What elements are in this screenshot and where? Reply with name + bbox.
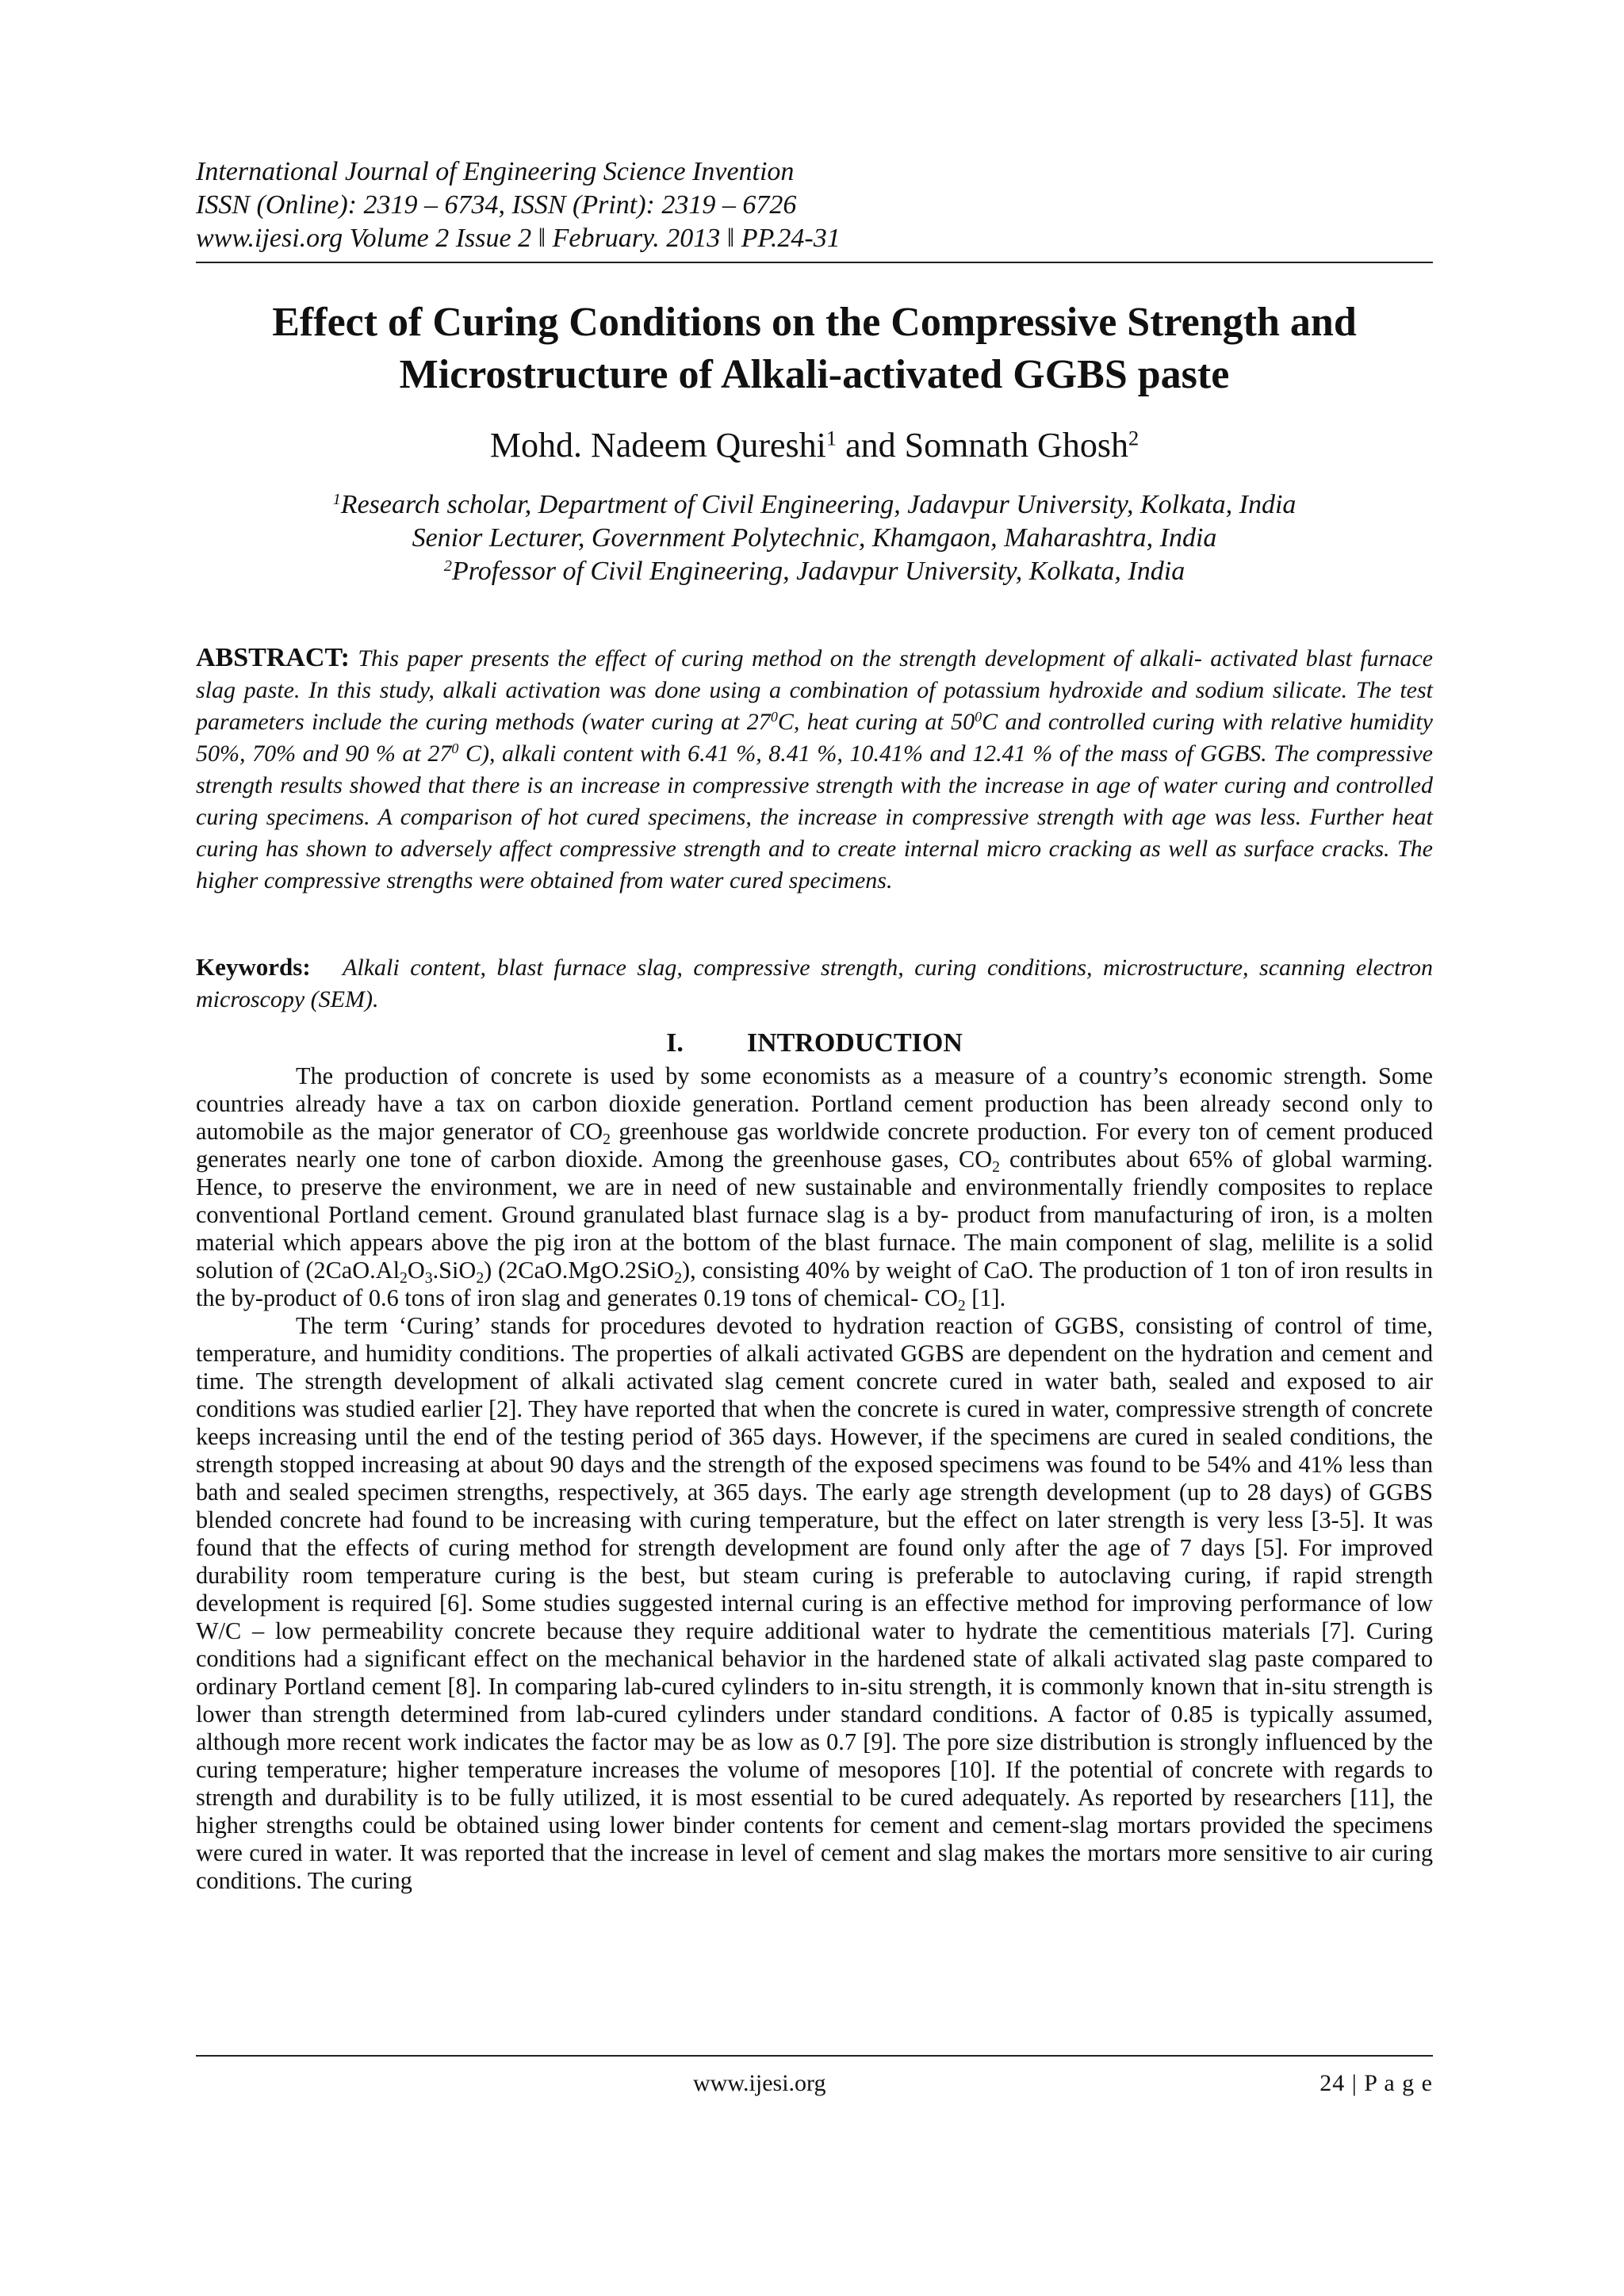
affiliation-2: $^2$Professor of Civil Engineering, Jadavpur University, Kolkata, India bbox=[443, 557, 1185, 586]
author-list bbox=[196, 423, 1433, 468]
author-affiliation-mark: 2 bbox=[1128, 426, 1139, 450]
footer-divider bbox=[196, 2055, 1433, 2057]
affiliation-mark: 2 bbox=[443, 557, 452, 575]
paragraph: The production of concrete is used by some economists as a measure of a country’s economic strength. Some countries already have a tax on carbon dioxide generation. Portland cement production has been already second only to automobile as the major generator of $CO_2$ greenhouse gas worldwide concrete production. For every ton of cement produced generates nearly one tone of carbon dioxide. Among the greenhouse gases, $CO_2$ contributes about 65% of global warming. Hence, to preserve the environment, we are in need of new sustainable and environmentally friendly composites to replace conventional Portland cement. Ground granulated blast furnace slag is a by- product from manufacturing of iron, is a molten material which appears above the pig iron at the bottom of the blast furnace. The main component of slag, melilite is a solid solution of $(2CaO.Al_2O_3.SiO_2)$ (2CaO.MgO.2SiO$_2$), consisting 40% by weight of CaO. The production of 1 ton of iron results in the by-product of 0.6 tons of iron slag and generates 0.19 tons of chemical- $CO_2$ [1]. bbox=[196, 1062, 1433, 1314]
author-name: Somnath Ghosh bbox=[904, 426, 1128, 465]
header-divider bbox=[196, 262, 1433, 263]
title-line-1: Effect of Curing Conditions on the Compressive Strength and bbox=[272, 300, 1357, 345]
section-heading bbox=[196, 1027, 1433, 1060]
journal-name: International Journal of Engineering Science Invention bbox=[196, 157, 795, 186]
footer-website: www.ijesi.org bbox=[693, 2070, 826, 2096]
introduction-body bbox=[196, 1062, 1433, 1895]
keywords-text: Alkali content, blast furnace slag, compressive strength, curing conditions, microstructure, scanning electron microscopy (SEM). bbox=[196, 955, 1434, 1012]
section-title: INTRODUCTION bbox=[746, 1028, 963, 1058]
journal-issue: www.ijesi.org Volume 2 Issue 2 ǁ February. 2013 ǁ PP.24-31 bbox=[196, 224, 841, 253]
affiliation-mark: 1 bbox=[332, 490, 341, 508]
author-name: Mohd. Nadeem Qureshi bbox=[489, 426, 826, 465]
keywords-label: Keywords: bbox=[196, 953, 311, 981]
paper-title bbox=[196, 297, 1433, 401]
author-conjunction: and bbox=[845, 426, 896, 465]
affiliation-1: $^1$Research scholar, Department of Civil Engineering, Jadavpur University, Kolkata, India bbox=[332, 490, 1297, 519]
keywords bbox=[196, 951, 1433, 1016]
paragraph: The term ‘Curing’ stands for procedures devoted to hydration reaction of GGBS, consisting of control of time, temperature, and humidity conditions. The properties of alkali activated GGBS are dependent on the hydration and cement and time. The strength development of alkali activated slag cement concrete cured in water bath, sealed and exposed to air conditions was studied earlier [2]. They have reported that when the concrete is cured in water, compressive strength of concrete keeps increasing until the end of the testing period of 365 days. However, if the specimens are cured in sealed conditions, the strength stopped increasing at about 90 days and the strength of the exposed specimens was found to be 54% and 41% less than bath and sealed specimen strengths, respectively, at 365 days. The early age strength development (up to 28 days) of GGBS blended concrete had found to be increasing with curing temperature, but the effect on later strength is very less [3-5]. It was found that the effects of curing method for strength development are found only after the age of 7 days [5]. For improved durability room temperature curing is the best, but steam curing is preferable to autoclaving curing, if rapid strength development is required [6]. Some studies suggested internal curing is an effective method for improving performance of low W/C – low permeability concrete because they require additional water to hydrate the cementitious materials [7]. Curing conditions had a significant effect on the mechanical behavior in the hardened state of alkali activated slag paste compared to ordinary Portland cement [8]. In comparing lab-cured cylinders to in-situ strength, it is commonly known that in-situ strength is lower than strength determined from lab-cured cylinders under standard conditions. A factor of 0.85 is typically assumed, although more recent work indicates the factor may be as low as 0.7 [9]. The pore size distribution is strongly influenced by the curing temperature; higher temperature increases the volume of mesopores [10]. If the potential of concrete with regards to strength and durability is to be fully utilized, it is most essential to be cured adequately. As reported by researchers [11], the higher strengths could be obtained using lower binder contents for cement and cement-slag mortars provided the specimens were cured in water. It was reported that the increase in level of cement and slag makes the mortars more sensitive to air curing conditions. The curing bbox=[196, 1312, 1433, 1894]
affiliation-1b: Senior Lecturer, Government Polytechnic, Khamgaon, Maharashtra, India bbox=[412, 523, 1217, 553]
title-line-2: Microstructure of Alkali-activated GGBS paste bbox=[399, 352, 1230, 397]
journal-header bbox=[196, 155, 1433, 255]
affiliations bbox=[196, 488, 1433, 588]
abstract-text: This paper presents the effect of curing method on the strength development of alkali- activated blast furnace slag paste. In this study, alkali activation was done using a combination of potassium hydroxide and sodium silicate. The test parameters include the curing methods (water curing at $27^0C$, heat curing at $50^0C$ and controlled curing with relative humidity 50%, 70% and 90 % at $27^0$ C), alkali content with 6.41 %, 8.41 %, 10.41% and 12.41 % of the mass of GGBS. The compressive strength results showed that there is an increase in compressive strength with the increase in age of water curing and controlled curing specimens. A comparison of hot cured specimens, the increase in compressive strength with age was less. Further heat curing has shown to adversely affect compressive strength and to create internal micro cracking as well as surface cracks. The higher compressive strengths were obtained from water cured specimens. bbox=[196, 645, 1433, 894]
page-number: 24 | P a g e bbox=[1320, 2070, 1433, 2096]
author-affiliation-mark: 1 bbox=[825, 426, 837, 450]
abstract-label: ABSTRACT: bbox=[196, 643, 350, 672]
section-number: I. bbox=[666, 1028, 684, 1058]
abstract bbox=[196, 642, 1433, 897]
journal-issn: ISSN (Online): 2319 – 6734, ISSN (Print): 2319 – 6726 bbox=[196, 190, 797, 220]
